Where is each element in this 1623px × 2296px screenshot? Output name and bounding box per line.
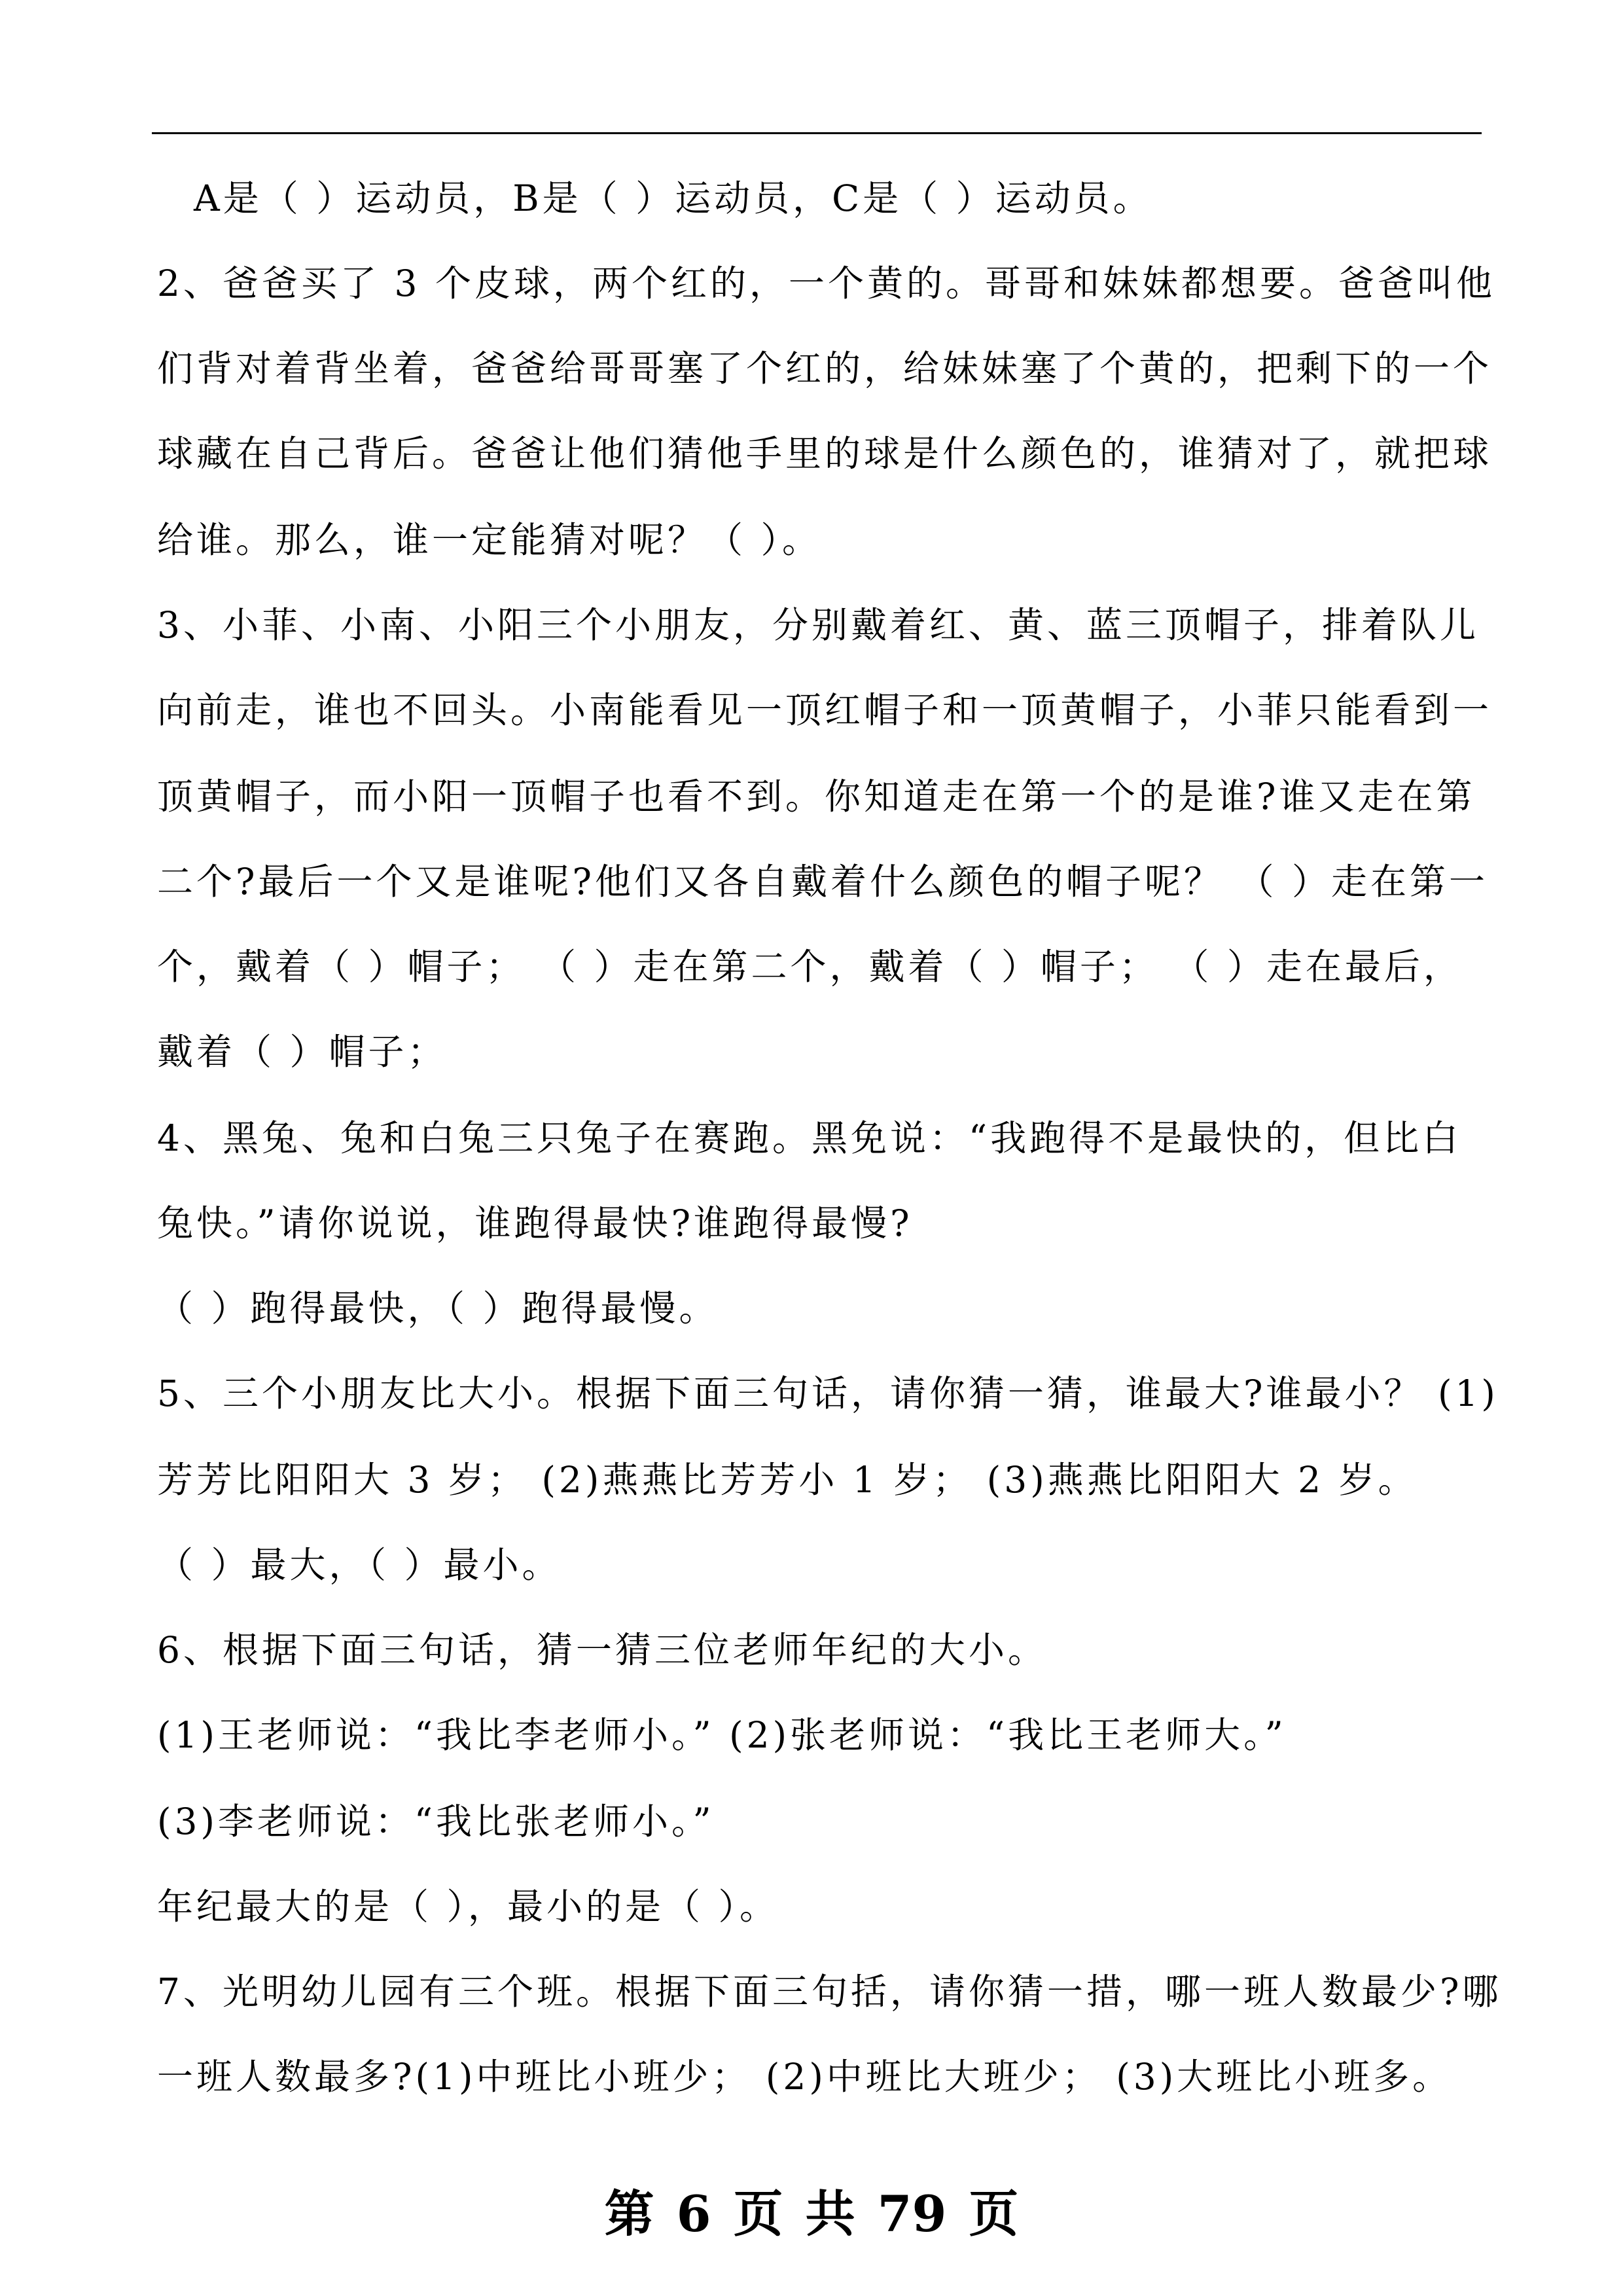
question-4-line-1: 4、黑兔、兔和白兔三只兔子在赛跑。黑免说：“我跑得不是最快的，但比白 [157,1117,1462,1159]
footer-page-word: 页 [733,2185,783,2243]
total-pages-number: 79 [877,2185,947,2243]
question-3-line-6: 戴着（ ）帽子； [157,1031,447,1073]
question-3-line-3: 顶黄帽子，而小阳一顶帽子也看不到。你知道走在第一个的是谁?谁又走在第 [157,776,1476,817]
question-6-line-3: (3)李老师说：“我比张老师小。” [157,1801,715,1842]
question-5-answer: （ ）最大，（ ）最小。 [157,1544,562,1586]
question-6-line-1: 6、根据下面三句话，猜一猜三位老师年纪的大小。 [157,1629,1047,1671]
footer-total-word: 共 [805,2185,855,2243]
footer-prefix: 第 [604,2185,654,2243]
question-2-line-4: 给谁。那么，谁一定能猜对呢？（ ）。 [157,519,821,561]
question-3-line-4: 二个?最后一个又是谁呢?他们又各自戴着什么颜色的帽子呢？ （ ）走在第一 [157,861,1488,903]
answer-line-athletes: A是（ ）运动员，B是（ ）运动员，C是（ ）运动员。 [194,177,1152,219]
question-5-line-2: 芳芳比阳阳大 3 岁； (2)燕燕比芳芳小 1 岁； (3)燕燕比阳阳大 2 岁。 [157,1459,1418,1501]
question-3-line-2: 向前走，谁也不回头。小南能看见一顶红帽子和一顶黄帽子，小菲只能看到一 [157,689,1493,731]
question-5-line-1: 5、三个小朋友比大小。根据下面三句话，请你猜一猜，谁最大?谁最小？ (1) [157,1372,1499,1414]
footer-suffix: 页 [969,2185,1019,2243]
question-7-line-2: 一班人数最多?(1)中班比小班少； (2)中班比大班少； (3)大班比小班多。 [157,2056,1452,2098]
question-2-line-3: 球藏在自己背后。爸爸让他们猜他手里的球是什么颜色的，谁猜对了，就把球 [157,433,1493,475]
question-3-line-1: 3、小菲、小南、小阳三个小朋友，分别戴着红、黄、蓝三顶帽子，排着队儿 [157,604,1479,646]
question-2-line-2: 们背对着背坐着，爸爸给哥哥塞了个红的，给妹妹塞了个黄的，把剩下的一个 [157,348,1493,389]
header-rule [152,132,1482,134]
page-footer [0,2185,1623,2244]
question-4-answer: （ ）跑得最快，（ ）跑得最慢。 [157,1287,719,1329]
current-page-number: 6 [676,2185,711,2243]
question-6-line-2: (1)王老师说：“我比李老师小。” (2)张老师说：“我比王老师大。” [157,1714,1287,1756]
question-3-line-5: 个，戴着（ ）帽子； （ ）走在第二个，戴着（ ）帽子； （ ）走在最后， [157,946,1463,988]
question-6-answer: 年纪最大的是（ ），最小的是（ ）。 [157,1886,779,1928]
question-7-line-1: 7、光明幼儿园有三个班。根据下面三句括，请你猜一措，哪一班人数最少?哪 [157,1971,1502,2013]
question-4-line-2: 兔快。”请你说说，谁跑得最快?谁跑得最慢? [157,1202,913,1244]
question-2-line-1: 2、爸爸买了 3 个皮球，两个红的，一个黄的。哥哥和妹妹都想要。爸爸叫他 [157,262,1495,304]
